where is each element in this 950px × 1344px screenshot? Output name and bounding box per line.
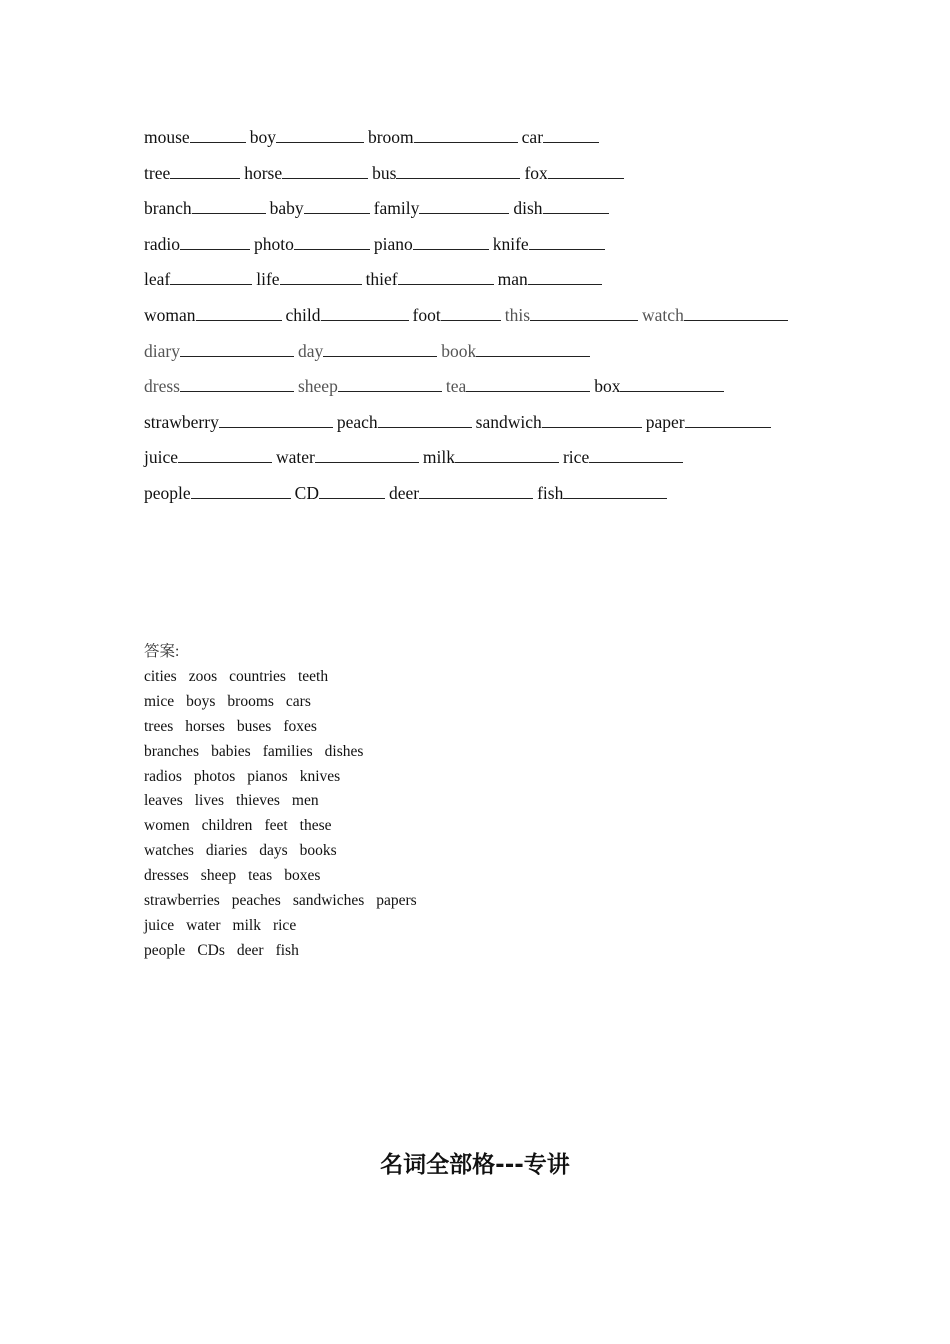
answer-word: mice — [144, 692, 175, 710]
answer-word: leaves — [144, 792, 183, 810]
answer-line — [144, 916, 429, 941]
exercise-line — [144, 373, 792, 409]
answers-title: 答案: — [144, 643, 180, 660]
answer-blank — [398, 283, 494, 285]
exercise-word: leaf — [144, 269, 171, 290]
answer-blank — [180, 390, 294, 392]
exercise-item — [144, 373, 298, 399]
exercise-item — [144, 231, 254, 257]
answer-word: cars — [285, 692, 311, 710]
exercise-word: photo — [253, 233, 294, 254]
exercise-item — [366, 266, 498, 292]
exercise-item — [276, 444, 423, 470]
exercise-word: strawberry — [144, 411, 219, 432]
exercise-item — [144, 160, 244, 186]
answer-blank — [304, 212, 370, 214]
exercise-line — [144, 124, 792, 160]
exercise-item — [389, 480, 537, 506]
answer-word: women — [144, 817, 190, 835]
exercise-word: tree — [144, 162, 171, 183]
answer-blank — [543, 212, 609, 214]
answer-blank — [589, 461, 683, 463]
exercise-word: branch — [144, 198, 192, 219]
exercise-item — [374, 195, 514, 221]
answer-blank — [396, 177, 520, 179]
answer-line — [144, 891, 429, 916]
answer-blank — [294, 248, 370, 250]
exercise-word: life — [256, 269, 280, 290]
answer-blank — [196, 319, 282, 321]
answer-word: fish — [275, 941, 299, 959]
exercise-word: paper — [645, 411, 685, 432]
answer-word: these — [299, 817, 332, 835]
exercise-item — [244, 160, 372, 186]
exercise-word: water — [276, 447, 315, 468]
answer-word: buses — [236, 717, 272, 735]
exercise-line — [144, 302, 792, 338]
answer-word: strawberries — [144, 892, 220, 910]
exercise-item — [522, 124, 603, 150]
answer-blank — [476, 355, 590, 357]
answer-word: teas — [248, 867, 273, 885]
exercise-item — [337, 409, 476, 435]
exercise-line — [144, 195, 792, 231]
answer-blank — [219, 426, 333, 428]
answer-word: juice — [144, 916, 175, 934]
exercise-item — [413, 302, 505, 328]
exercise-word: this — [504, 304, 531, 325]
answer-blank — [282, 177, 368, 179]
answer-word: boxes — [284, 867, 321, 885]
exercise-line — [144, 160, 792, 196]
exercise-line — [144, 409, 792, 445]
exercise-item — [372, 160, 524, 186]
answer-word: boys — [186, 692, 216, 710]
exercise-word: rice — [562, 447, 590, 468]
answer-blank — [684, 319, 788, 321]
exercise-word: juice — [144, 447, 179, 468]
exercise-item — [563, 444, 687, 470]
exercise-item — [144, 195, 270, 221]
exercise-item — [144, 338, 298, 364]
answer-word: knives — [299, 767, 341, 785]
exercise-item — [144, 409, 337, 435]
exercise-word: sheep — [297, 376, 338, 397]
answer-line — [144, 816, 429, 841]
answer-blank — [685, 426, 771, 428]
answer-word: peaches — [231, 892, 281, 910]
exercise-item — [594, 373, 728, 399]
exercise-item — [537, 480, 671, 506]
section-heading: 名词全部格---专讲 — [380, 1152, 570, 1178]
answer-blank — [192, 212, 266, 214]
answer-line — [144, 717, 429, 742]
answer-blank — [190, 141, 246, 143]
answer-word: countries — [229, 668, 286, 685]
exercise-word: child — [285, 304, 321, 325]
answer-line — [144, 667, 429, 692]
exercise-item — [298, 338, 441, 364]
answer-word: trees — [144, 717, 174, 735]
exercise-item — [513, 195, 612, 221]
exercise-word: book — [441, 340, 477, 361]
exercise-item — [446, 373, 594, 399]
exercise-item — [368, 124, 522, 150]
answer-word: sheep — [200, 867, 237, 885]
answer-blank — [419, 212, 509, 214]
answer-word: zoos — [188, 668, 218, 685]
answer-word: dishes — [324, 742, 364, 760]
exercise-item — [646, 409, 775, 435]
exercise-item — [254, 231, 374, 257]
answer-blank — [170, 177, 240, 179]
answer-blank — [319, 497, 385, 499]
answer-blank — [441, 319, 501, 321]
answer-blank — [563, 497, 667, 499]
answer-word: deer — [236, 941, 264, 959]
exercise-line — [144, 266, 792, 302]
answer-line — [144, 841, 429, 866]
exercise-item — [374, 231, 493, 257]
exercise-word: horse — [244, 162, 283, 183]
answer-word: sandwiches — [292, 892, 365, 910]
answer-word: brooms — [227, 692, 274, 710]
exercise-section — [144, 124, 792, 516]
exercise-item — [270, 195, 374, 221]
exercise-word: thief — [365, 269, 398, 290]
exercise-item — [423, 444, 563, 470]
answer-word: teeth — [297, 668, 329, 685]
answer-blank — [191, 497, 291, 499]
exercise-word: milk — [422, 447, 455, 468]
exercise-item — [493, 231, 609, 257]
answer-blank — [276, 141, 364, 143]
answer-blank — [338, 390, 442, 392]
exercise-line — [144, 480, 792, 516]
exercise-word: family — [373, 198, 420, 219]
answer-word: rice — [272, 916, 297, 934]
exercise-word: dress — [144, 376, 180, 397]
answer-word: milk — [232, 916, 261, 934]
answer-lines — [144, 667, 429, 966]
exercise-item — [250, 124, 368, 150]
exercise-word: piano — [373, 233, 413, 254]
exercise-item — [286, 302, 413, 328]
exercise-line — [144, 444, 792, 480]
exercise-item — [505, 302, 642, 328]
answer-blank — [180, 248, 250, 250]
exercise-word: broom — [367, 127, 414, 147]
exercise-word: mouse — [144, 127, 190, 147]
answer-word: men — [291, 792, 319, 810]
answer-blank — [413, 248, 489, 250]
answer-word: photos — [193, 767, 236, 785]
exercise-word: knife — [492, 233, 529, 254]
exercise-word: dish — [513, 198, 543, 219]
exercise-item — [476, 409, 646, 435]
answer-blank — [542, 426, 642, 428]
answer-word: pianos — [247, 767, 288, 785]
answer-blank — [528, 283, 602, 285]
answer-blank — [280, 283, 362, 285]
exercise-word: radio — [144, 233, 180, 254]
exercise-item — [295, 480, 389, 506]
answer-word: families — [262, 742, 313, 760]
exercise-word: boy — [249, 127, 276, 147]
exercise-item — [144, 266, 256, 292]
answer-word: horses — [185, 717, 225, 735]
exercise-word: car — [521, 127, 544, 147]
answer-word: water — [186, 916, 221, 934]
answer-line — [144, 941, 429, 966]
answer-blank — [170, 283, 252, 285]
answer-blank — [529, 248, 605, 250]
exercise-word: day — [297, 340, 324, 361]
exercise-line — [144, 338, 792, 374]
answer-word: children — [201, 817, 253, 835]
answer-word: days — [259, 842, 288, 860]
answer-line — [144, 692, 429, 717]
answer-word: cities — [144, 668, 177, 685]
exercise-word: baby — [269, 198, 304, 219]
answer-blank — [455, 461, 559, 463]
answer-word: papers — [376, 892, 417, 910]
exercise-item — [144, 444, 276, 470]
answer-word: foxes — [283, 717, 317, 735]
answer-word: books — [299, 842, 337, 860]
answer-blank — [419, 497, 533, 499]
answer-blank — [414, 141, 518, 143]
exercise-word: CD — [294, 482, 319, 503]
exercise-word: man — [497, 269, 528, 290]
answer-blank — [543, 141, 599, 143]
answer-blank — [620, 390, 724, 392]
answer-blank — [323, 355, 437, 357]
answer-word: babies — [211, 742, 251, 760]
answer-word: people — [144, 941, 186, 959]
answer-word: watches — [144, 842, 194, 860]
answer-word: radios — [144, 767, 182, 785]
exercise-word: people — [144, 482, 191, 503]
exercise-word: woman — [144, 304, 196, 325]
answer-word: CDs — [197, 941, 225, 959]
answer-blank — [378, 426, 472, 428]
exercise-item — [256, 266, 365, 292]
answer-blank — [315, 461, 419, 463]
exercise-word: box — [594, 376, 621, 397]
answer-blank — [548, 177, 624, 179]
exercise-word: fish — [537, 482, 564, 503]
answer-word: dresses — [144, 867, 189, 885]
exercise-item — [498, 266, 606, 292]
answer-line — [144, 742, 429, 767]
exercise-line — [144, 231, 792, 267]
answer-line — [144, 866, 429, 891]
exercise-item — [144, 124, 250, 150]
answer-line — [144, 767, 429, 792]
exercise-word: foot — [412, 304, 441, 325]
exercise-item — [642, 302, 792, 328]
exercise-word: sandwich — [475, 411, 542, 432]
exercise-item — [144, 480, 295, 506]
answer-line — [144, 791, 429, 816]
exercise-word: deer — [388, 482, 420, 503]
exercise-word: peach — [336, 411, 378, 432]
answer-blank — [530, 319, 638, 321]
answer-blank — [466, 390, 590, 392]
exercise-word: tea — [445, 376, 467, 397]
exercise-item — [298, 373, 446, 399]
exercise-word: bus — [372, 162, 397, 183]
answer-word: branches — [144, 742, 200, 760]
answer-word: thieves — [236, 792, 280, 810]
answers-section — [144, 642, 429, 966]
answer-blank — [178, 461, 272, 463]
exercise-item — [524, 160, 627, 186]
exercise-item — [441, 338, 594, 364]
exercise-word: fox — [524, 162, 548, 183]
answer-blank — [321, 319, 409, 321]
answer-word: feet — [264, 817, 288, 835]
exercise-word: diary — [144, 340, 180, 361]
exercise-word: watch — [642, 304, 684, 325]
answer-word: diaries — [205, 842, 248, 860]
answer-word: lives — [194, 792, 225, 810]
exercise-item — [144, 302, 286, 328]
answer-blank — [180, 355, 294, 357]
